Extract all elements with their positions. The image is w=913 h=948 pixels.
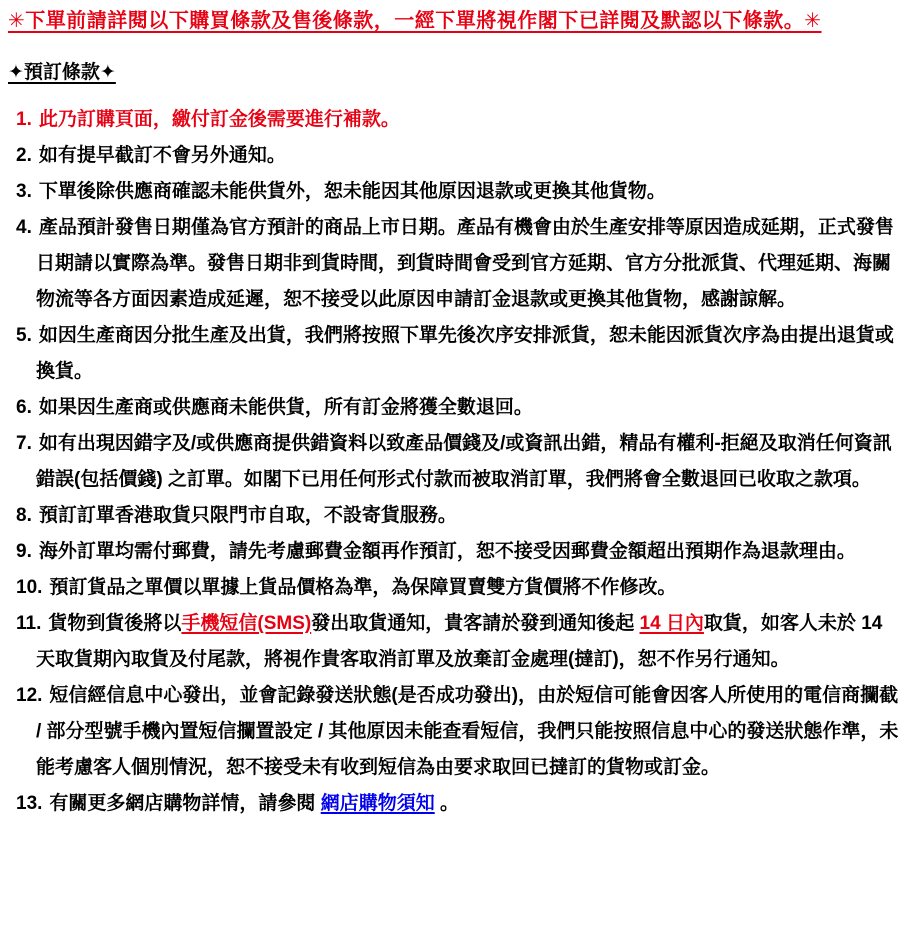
term-text: 短信經信息中心發出，並會記錄發送狀態(是否成功發出)，由於短信可能會因客人所使用的電信商攔截 / 部分型號手機內置短信攔置設定 / 其他原因未能查看短信，我們只能按照信息中心的發送狀態作準，未能考慮客人個別情況，恕不接受未有收到短信為由要求取回已撻訂的貨物或訂金。 [36, 685, 899, 778]
term-item [8, 534, 901, 570]
term-text: 如有提早截訂不會另外通知。 [38, 145, 286, 166]
term-item [8, 390, 901, 426]
term-number: 7. [16, 433, 32, 454]
term-number: 4. [16, 217, 32, 238]
term-item [8, 786, 901, 822]
term-text: 產品預計發售日期僅為官方預計的商品上市日期。產品有機會由於生產安排等原因造成延期，正式發售日期請以實際為準。發售日期非到貨時間，到貨時間會受到官方延期、官方分批派貨、代理延期、海關物流等各方面因素造成延遲，恕不接受以此原因申請訂金退款或更換其他貨物，感謝諒解。 [36, 217, 894, 310]
term-text: 如因生產商因分批生產及出貨，我們將按照下單先後次序安排派貨，恕未能因派貨次序為由提出退貨或換貨。 [36, 325, 894, 382]
term-text: 取貨，如客人未於 14 天取貨期內取貨及付尾款，將視作貴客取消訂單及放棄訂金處理(撻訂)，恕不作另行通知。 [36, 613, 883, 670]
pre-order-notice-header: ✳下單前請詳閱以下購買條款及售後條款，一經下單將視作閣下已詳閱及默認以下條款。✳ [8, 10, 822, 32]
term-item [8, 102, 901, 138]
sms-highlight: 手機短信(SMS) [181, 613, 312, 634]
term-text: 海外訂單均需付郵費，請先考慮郵費金額再作預訂，恕不接受因郵費金額超出預期作為退款理由。 [38, 541, 856, 562]
term-item [8, 138, 901, 174]
term-number: 3. [16, 181, 32, 202]
term-text: 預訂貨品之單價以單據上貨品價格為準，為保障買賣雙方貨價將不作修改。 [49, 577, 677, 598]
term-item [8, 498, 901, 534]
term-number: 13. [16, 793, 43, 814]
term-item [8, 318, 901, 390]
term-item [8, 426, 901, 498]
term-number: 9. [16, 541, 32, 562]
shop-guide-link[interactable]: 網店購物須知 [320, 793, 435, 814]
term-text: 如果因生產商或供應商未能供貨，所有訂金將獲全數退回。 [38, 397, 533, 418]
term-text: 如有出現因錯字及/或供應商提供錯資料以致產品價錢及/或資訊出錯，精品有權利-拒絕及取消任何資訊錯誤(包括價錢) 之訂單。如閣下已用任何形式付款而被取消訂單，我們將會全數退回已收取之款項。 [36, 433, 892, 490]
term-number: 6. [16, 397, 32, 418]
term-text: 。 [434, 793, 459, 814]
term-number: 2. [16, 145, 32, 166]
term-text: 貨物到貨後將以 [48, 613, 182, 634]
term-number: 10. [16, 577, 43, 598]
term-number: 1. [16, 109, 32, 130]
term-item [8, 606, 901, 678]
term-number: 8. [16, 505, 32, 526]
term-number: 12. [16, 685, 43, 706]
term-text: 發出取貨通知，貴客請於發到通知後起 [311, 613, 640, 634]
term-number: 5. [16, 325, 32, 346]
term-item [8, 210, 901, 318]
term-item [8, 570, 901, 606]
term-text: 此乃訂購頁面，繳付訂金後需要進行補款。 [38, 109, 400, 130]
term-item [8, 174, 901, 210]
term-text: 下單後除供應商確認未能供貨外，恕未能因其他原因退款或更換其他貨物。 [38, 181, 666, 202]
term-text: 有關更多網店購物詳情，請參閱 [49, 793, 321, 814]
section-title: ✦預訂條款✦ [8, 62, 116, 83]
terms-list [8, 102, 901, 822]
term-text: 預訂訂單香港取貨只限門市自取，不設寄貨服務。 [38, 505, 457, 526]
term-item [8, 678, 901, 786]
term-number: 11. [16, 613, 42, 634]
14-days-highlight: 14 日內 [639, 613, 704, 634]
